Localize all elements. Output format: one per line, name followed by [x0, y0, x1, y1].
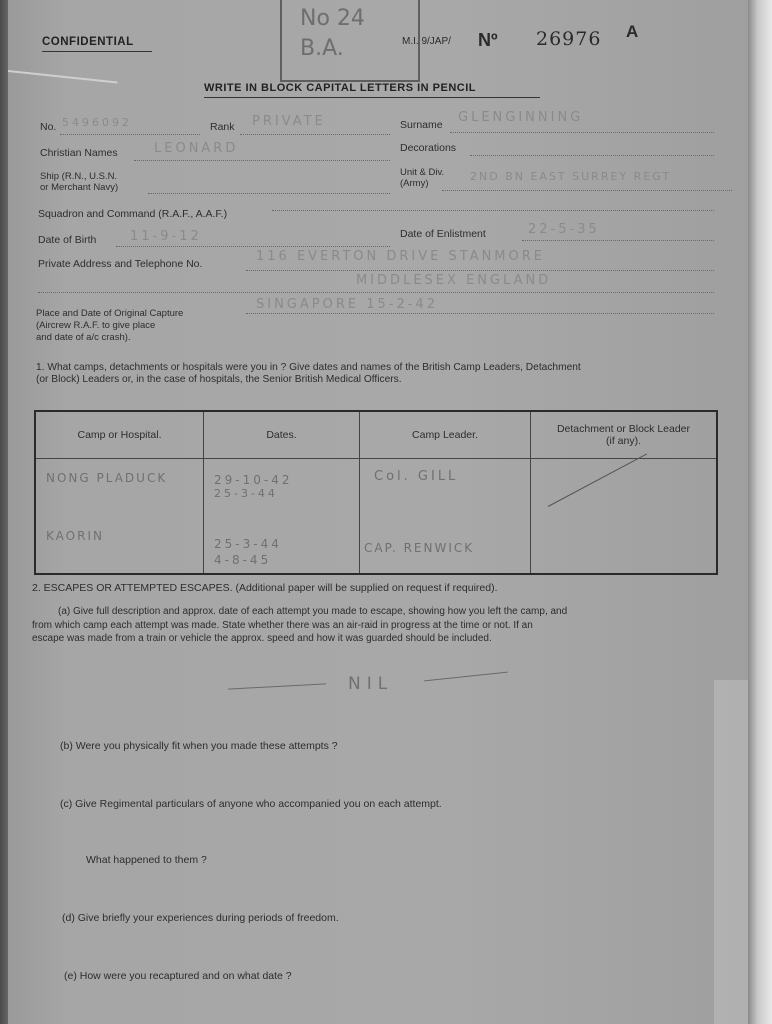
enlistment-value: 22-5-35: [528, 222, 600, 237]
header-camp: Camp or Hospital.: [35, 411, 204, 459]
surname-label: Surname: [400, 119, 443, 131]
binding-string: [8, 70, 118, 83]
document-number: 26976: [536, 28, 602, 50]
decorations-label: Decorations: [400, 142, 457, 154]
stamp-line-1: No 24: [300, 6, 365, 31]
unit-value: 2ND BN EAST SURREY REGT: [470, 170, 672, 183]
ship-label-1: Ship (R.N., U.S.N.: [40, 171, 118, 182]
address-label: Private Address and Telephone No.: [38, 258, 203, 270]
capture-label-3: and date of a/c crash).: [36, 332, 131, 343]
no-line: [60, 134, 200, 135]
unit-line: [442, 190, 732, 191]
form-instruction: WRITE IN BLOCK CAPITAL LETTERS IN PENCIL: [204, 82, 476, 94]
no-label: No.: [40, 121, 57, 133]
answer-dash-left: [228, 683, 326, 689]
surname-value: GLENGINNING: [458, 110, 584, 125]
dates-2a: 25-3-44: [214, 537, 282, 551]
address-value-2: MIDDLESEX ENGLAND: [356, 273, 552, 288]
detachment-cell: [531, 459, 718, 575]
answer-dash-right: [424, 672, 508, 682]
table-row: [35, 459, 717, 575]
confidential-marking: CONFIDENTIAL: [42, 36, 134, 48]
capture-value: SINGAPORE 15-2-42: [256, 297, 438, 312]
form-page: [8, 0, 752, 1024]
ship-label-2: or Merchant Navy): [40, 182, 119, 193]
rank-label: Rank: [210, 121, 235, 133]
capture-label-2: (Aircrew R.A.F. to give place: [36, 320, 156, 331]
question-2c: (c) Give Regimental particulars of anyone who accompanied you on each attempt.: [60, 798, 442, 810]
paper-patch: [714, 680, 752, 1024]
camps-table: [34, 410, 718, 575]
document-suffix: A: [626, 22, 639, 41]
header-detachment-leader: Detachment or Block Leader (if any).: [531, 411, 718, 459]
number-symbol: Nº: [478, 30, 498, 50]
confidential-underline: [42, 51, 152, 52]
dates-1b: 25-3-44: [214, 487, 278, 500]
question-2b: (b) Were you physically fit when you made these attempts ?: [60, 740, 338, 752]
question-2e: (e) How were you recaptured and on what date ?: [64, 970, 292, 982]
header-dates: Dates.: [204, 411, 360, 459]
christian-names-value: LEONARD: [154, 141, 239, 156]
address-line-2: [38, 292, 714, 293]
address-line-1: [246, 270, 714, 271]
camps-table-header: [35, 411, 717, 459]
christian-names-line: [134, 160, 390, 161]
squadron-label: Squadron and Command (R.A.F., A.A.F.): [38, 208, 228, 220]
question-2c-followup: What happened to them ?: [86, 854, 207, 866]
camp-1: NONG PLADUCK: [46, 471, 168, 485]
dates-cell: [204, 459, 360, 575]
question-1-line-1: 1. What camps, detachments or hospitals were you in ? Give dates and names of the British Camp Leaders, Detachment: [36, 362, 581, 373]
enlistment-line: [522, 240, 714, 241]
stamp-line-2: B.A.: [300, 36, 344, 61]
dates-1a: 29-10-42: [214, 473, 293, 487]
leader-1: Col. GILL: [374, 469, 459, 484]
capture-label-1: Place and Date of Original Capture: [36, 308, 184, 319]
dob-line: [116, 246, 390, 247]
squadron-line: [272, 210, 714, 211]
header-camp-leader: Camp Leader.: [360, 411, 531, 459]
question-2a-line-1: (a) Give full description and approx. date of each attempt you made to escape, showing how you left the camp, and: [58, 606, 568, 617]
capture-line: [246, 313, 714, 314]
rank-value: PRIVATE: [252, 114, 326, 129]
question-2-heading: 2. ESCAPES OR ATTEMPTED ESCAPES. (Additional paper will be supplied on request if required).: [32, 582, 498, 594]
dob-label: Date of Birth: [38, 234, 97, 246]
unit-label-1: Unit & Div.: [400, 167, 445, 178]
dates-2b: 4-8-45: [214, 553, 272, 567]
page-edge-right: [748, 0, 772, 1024]
enlistment-label: Date of Enlistment: [400, 228, 486, 240]
instruction-underline: [204, 97, 540, 98]
leader-cell: [360, 459, 531, 575]
leader-2: CAP. RENWICK: [364, 541, 475, 555]
christian-names-label: Christian Names: [40, 147, 118, 159]
surname-line: [450, 132, 714, 133]
question-2a-line-3: escape was made from a train or vehicle the approx. speed and how it was guarded should be included.: [32, 633, 492, 644]
rank-line: [240, 134, 390, 135]
question-2a-line-2: from which camp each attempt was made. State whether there was an air-raid in progress at the time or not. If an: [32, 620, 533, 631]
service-number-value: 5496092: [62, 116, 132, 129]
question-1-line-2: (or Block) Leaders or, in the case of hospitals, the Senior British Medical Officers.: [36, 374, 402, 385]
decorations-line: [470, 155, 714, 156]
address-value-1: 116 EVERTON DRIVE STANMORE: [256, 249, 545, 264]
dob-value: 11-9-12: [130, 229, 202, 244]
reference-stamp: [280, 0, 420, 82]
camp-2: KAORIN: [46, 529, 104, 543]
unit-label-2: (Army): [400, 178, 429, 189]
escape-answer: NIL: [348, 674, 394, 694]
camp-cell: [35, 459, 204, 575]
form-reference: M.I. 9/JAP/: [402, 36, 451, 47]
ship-line: [148, 193, 390, 194]
question-2d: (d) Give briefly your experiences during periods of freedom.: [62, 912, 339, 924]
